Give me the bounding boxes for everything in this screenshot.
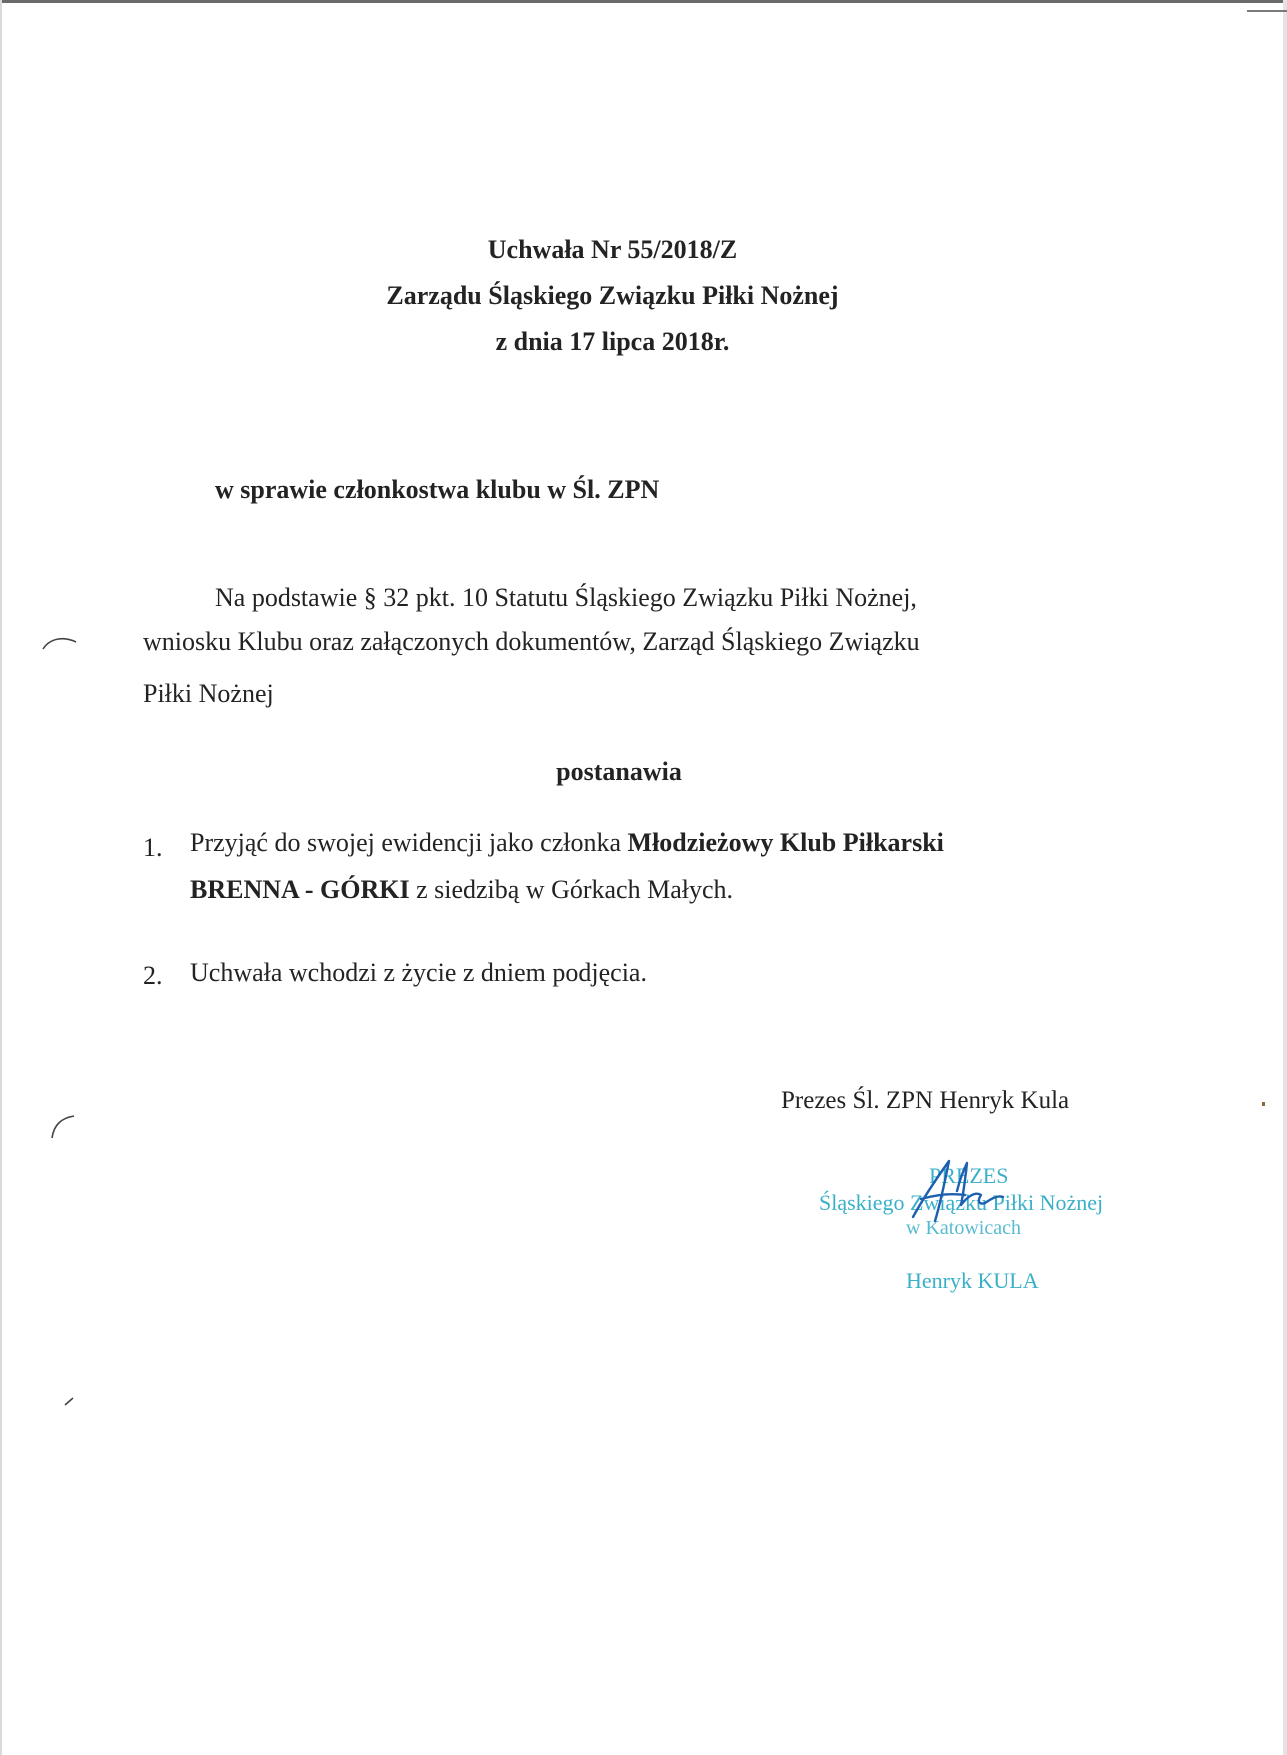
club-name-part-2: BRENNA - GÓRKI <box>190 875 410 904</box>
handwritten-signature <box>905 1155 1015 1235</box>
scan-speck <box>62 1394 76 1408</box>
stamp-name: Henryk KULA <box>906 1268 1039 1293</box>
decision-heading: postanawia <box>556 757 682 786</box>
scan-edge-top <box>0 0 1287 3</box>
resolution-subject: w sprawie członkostwa klubu w Śl. ZPN <box>215 475 660 504</box>
club-name-part-1: Młodzieżowy Klub Piłkarski <box>627 828 944 857</box>
stamp-title: PREZES <box>929 1163 1009 1188</box>
board-name: Zarządu Śląskiego Związku Piłki Nożnej <box>386 281 839 310</box>
punch-hole-mark <box>40 632 80 652</box>
scan-speck <box>1262 1102 1265 1106</box>
item-2-text: Uchwała wchodzi z życie z dniem podjęcia. <box>190 958 647 987</box>
item-number: 1. <box>143 833 163 862</box>
signatory-line: Prezes Śl. ZPN Henryk Kula <box>781 1087 1070 1114</box>
resolution-date: z dnia 17 lipca 2018r. <box>495 327 730 356</box>
stamp-organization: Śląskiego Związku Piłki Nożnej <box>819 1190 1104 1215</box>
item-number: 2. <box>143 961 163 990</box>
preamble-line-1: Na podstawie § 32 pkt. 10 Statutu Śląskiego Związku Piłki Nożnej, <box>215 583 917 612</box>
stamp-city: w Katowicach <box>906 1217 1021 1239</box>
punch-hole-mark <box>48 1112 78 1142</box>
item-1-line-1 <box>190 828 944 858</box>
resolution-number: Uchwała Nr 55/2018/Z <box>487 235 738 264</box>
scan-edge-corner <box>1247 0 1287 12</box>
preamble-line-3: Piłki Nożnej <box>143 679 274 708</box>
item-1-line-2 <box>190 875 733 905</box>
item-1-seat: z siedzibą w Górkach Małych. <box>409 875 734 904</box>
preamble-line-2: wniosku Klubu oraz załączonych dokumentów, Zarząd Śląskiego Związku <box>143 627 920 656</box>
item-1-text: Przyjąć do swojej ewidencji jako członka <box>190 828 628 857</box>
scan-edge-right <box>1283 0 1287 1755</box>
